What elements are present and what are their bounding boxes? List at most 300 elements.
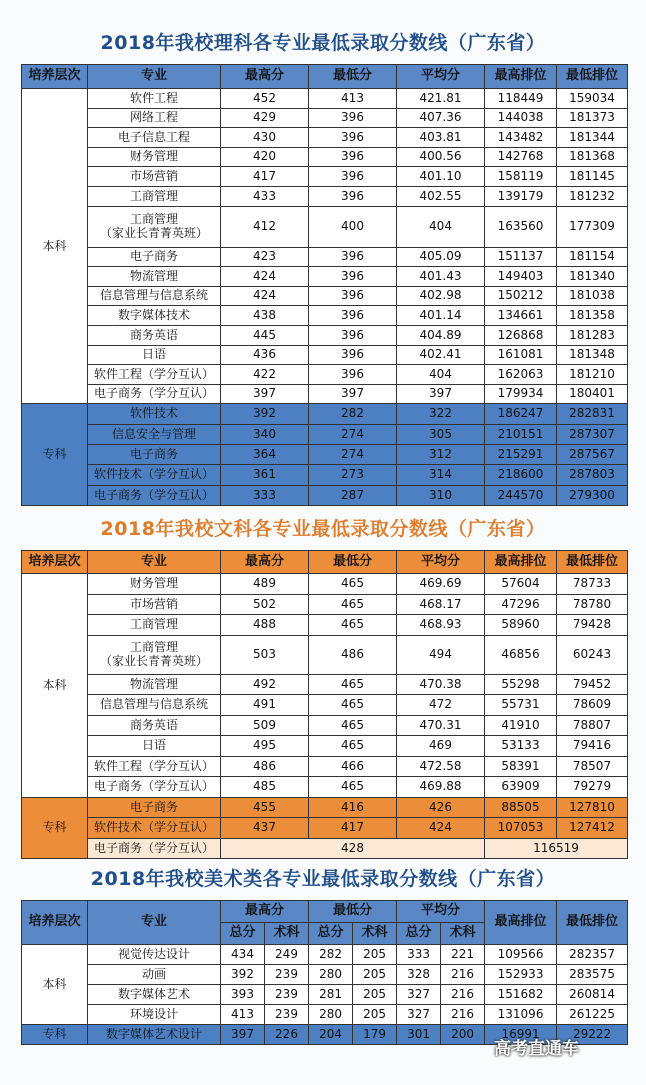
min-rank-cell: 181210 (557, 365, 628, 385)
major-cell: 工商管理 (88, 615, 221, 636)
subheader-skill: 术科 (441, 923, 485, 945)
major-cell: 数字媒体艺术设计 (88, 1025, 221, 1045)
subheader-total: 总分 (221, 923, 265, 945)
header-max-rank: 最高排位 (485, 65, 557, 89)
min-rank-cell: 282831 (557, 404, 628, 424)
max-score-cell: 364 (221, 444, 309, 464)
max-score-cell: 491 (221, 695, 309, 716)
min-score-cell: 396 (309, 247, 397, 267)
major-cell: 数字媒体艺术 (88, 985, 221, 1005)
header-min-rank: 最低排位 (557, 65, 628, 89)
min-rank-cell: 181368 (557, 147, 628, 167)
min-score-cell: 465 (309, 695, 397, 716)
avg-score-cell: 470.31 (397, 715, 485, 736)
header-min-score: 最低分 (309, 901, 397, 923)
science-score-table (21, 64, 628, 506)
table-row (22, 777, 628, 798)
header-level: 培养层次 (22, 65, 88, 89)
min-score-cell: 274 (309, 424, 397, 444)
max-rank-cell: 118449 (485, 89, 557, 109)
table-row (22, 485, 628, 505)
max-score-cell: 495 (221, 736, 309, 757)
major-cell: 软件技术（学分互认） (88, 818, 221, 839)
major-cell: 工商管理 (88, 186, 221, 206)
avg-score-cell: 472.58 (397, 756, 485, 777)
min-rank-cell: 79279 (557, 777, 628, 798)
major-cell: 日语 (88, 736, 221, 757)
avg-score-cell: 401.43 (397, 267, 485, 287)
major-cell: 电子商务（学分互认） (88, 838, 221, 859)
min-score-cell: 465 (309, 574, 397, 595)
max-score-cell: 503 (221, 635, 309, 674)
table-row (22, 1005, 628, 1025)
avg-score-cell: 312 (397, 444, 485, 464)
min-score-cell: 396 (309, 186, 397, 206)
max-rank-cell: 139179 (485, 186, 557, 206)
max-score-cell: 489 (221, 574, 309, 595)
arts-header-row (22, 551, 628, 574)
min-score-cell: 465 (309, 674, 397, 695)
max-score-cell: 423 (221, 247, 309, 267)
max-rank-cell: 152933 (485, 965, 557, 985)
avg-score-cell: 400.56 (397, 147, 485, 167)
min-rank-cell: 78780 (557, 594, 628, 615)
table-row (22, 186, 628, 206)
table-row (22, 108, 628, 128)
avg-score-cell: 472 (397, 695, 485, 716)
merged-rank-cell: 116519 (485, 838, 628, 859)
max-score-cell: 424 (221, 267, 309, 287)
level-cell: 本科 (22, 89, 88, 404)
header-level: 培养层次 (22, 901, 88, 945)
min-rank-cell: 78807 (557, 715, 628, 736)
header-avg-score: 平均分 (397, 901, 485, 923)
max-score-cell: 412 (221, 206, 309, 247)
table-row (22, 384, 628, 404)
major-cell: 数字媒体技术 (88, 306, 221, 326)
min-score-cell: 465 (309, 594, 397, 615)
max-score-cell: 361 (221, 465, 309, 485)
major-cell: 视觉传达设计 (88, 945, 221, 965)
max-score-cell: 424 (221, 286, 309, 306)
min-score-cell: 396 (309, 286, 397, 306)
max-score-cell: 502 (221, 594, 309, 615)
max-score-cell: 430 (221, 128, 309, 148)
major-cell: 电子商务 (88, 444, 221, 464)
max-score-cell: 420 (221, 147, 309, 167)
max-rank-cell: 186247 (485, 404, 557, 424)
major-cell: 财务管理 (88, 574, 221, 595)
max-rank-cell: 142768 (485, 147, 557, 167)
max-score-cell: 436 (221, 345, 309, 365)
avg-skill-cell: 221 (441, 945, 485, 965)
major-cell: 电子商务（学分互认） (88, 384, 221, 404)
subheader-skill: 术科 (353, 923, 397, 945)
min-skill-cell: 205 (353, 985, 397, 1005)
min-rank-cell: 79416 (557, 736, 628, 757)
subheader-total: 总分 (309, 923, 353, 945)
header-max-rank: 最高排位 (485, 551, 557, 574)
max-total-cell: 434 (221, 945, 265, 965)
avg-score-cell: 314 (397, 465, 485, 485)
table-row (22, 945, 628, 965)
major-cell: 财务管理 (88, 147, 221, 167)
max-score-cell: 422 (221, 365, 309, 385)
table-row (22, 594, 628, 615)
max-rank-cell: 47296 (485, 594, 557, 615)
max-score-cell: 509 (221, 715, 309, 736)
min-score-cell: 396 (309, 345, 397, 365)
major-cell: 电子信息工程 (88, 128, 221, 148)
avg-skill-cell: 200 (441, 1025, 485, 1045)
min-score-cell: 417 (309, 818, 397, 839)
avg-skill-cell: 216 (441, 1005, 485, 1025)
avg-score-cell: 404 (397, 206, 485, 247)
header-avg-score: 平均分 (397, 551, 485, 574)
max-rank-cell: 107053 (485, 818, 557, 839)
min-rank-cell: 79452 (557, 674, 628, 695)
major-cell: 工商管理 （家业长青菁英班） (88, 206, 221, 247)
max-score-cell: 333 (221, 485, 309, 505)
max-rank-cell: 58960 (485, 615, 557, 636)
min-rank-cell: 78609 (557, 695, 628, 716)
table-row (22, 965, 628, 985)
min-score-cell: 396 (309, 128, 397, 148)
table-row (22, 286, 628, 306)
max-rank-cell: 16991 (485, 1025, 557, 1045)
major-cell: 信息安全与管理 (88, 424, 221, 444)
max-rank-cell: 218600 (485, 465, 557, 485)
min-score-cell: 274 (309, 444, 397, 464)
max-skill-cell: 239 (265, 985, 309, 1005)
min-score-cell: 396 (309, 108, 397, 128)
min-total-cell: 280 (309, 965, 353, 985)
max-score-cell: 392 (221, 404, 309, 424)
max-score-cell: 340 (221, 424, 309, 444)
max-rank-cell: 163560 (485, 206, 557, 247)
table-row (22, 147, 628, 167)
avg-total-cell: 333 (397, 945, 441, 965)
min-rank-cell: 29222 (557, 1025, 628, 1045)
table-row (22, 404, 628, 424)
min-rank-cell: 181283 (557, 325, 628, 345)
major-cell: 软件工程（学分互认） (88, 365, 221, 385)
major-cell: 工商管理 （家业长青菁英班） (88, 635, 221, 674)
min-score-cell: 396 (309, 267, 397, 287)
major-cell: 信息管理与信息系统 (88, 286, 221, 306)
major-cell: 动画 (88, 965, 221, 985)
table-row (22, 465, 628, 485)
min-rank-cell: 78507 (557, 756, 628, 777)
major-cell: 电子商务（学分互认） (88, 777, 221, 798)
max-rank-cell: 41910 (485, 715, 557, 736)
min-rank-cell: 79428 (557, 615, 628, 636)
major-cell: 网络工程 (88, 108, 221, 128)
min-rank-cell: 180401 (557, 384, 628, 404)
max-rank-cell: 149403 (485, 267, 557, 287)
major-cell: 软件工程 (88, 89, 221, 109)
table-row (22, 674, 628, 695)
art-score-table (21, 900, 628, 1045)
table-row (22, 365, 628, 385)
major-cell: 市场营销 (88, 594, 221, 615)
min-rank-cell: 181358 (557, 306, 628, 326)
table-row (22, 715, 628, 736)
max-rank-cell: 46856 (485, 635, 557, 674)
watermark-logo-text: 高考直通车 (494, 1039, 579, 1059)
avg-score-cell: 494 (397, 635, 485, 674)
max-rank-cell: 151137 (485, 247, 557, 267)
max-score-cell: 397 (221, 384, 309, 404)
max-score-cell: 438 (221, 306, 309, 326)
min-score-cell: 397 (309, 384, 397, 404)
subheader-skill: 术科 (265, 923, 309, 945)
avg-score-cell: 469.69 (397, 574, 485, 595)
avg-total-cell: 327 (397, 985, 441, 1005)
min-score-cell: 396 (309, 365, 397, 385)
major-cell: 软件技术（学分互认） (88, 465, 221, 485)
table-row (22, 247, 628, 267)
max-rank-cell: 55298 (485, 674, 557, 695)
min-total-cell: 281 (309, 985, 353, 1005)
max-rank-cell: 131096 (485, 1005, 557, 1025)
min-rank-cell: 78733 (557, 574, 628, 595)
min-rank-cell: 181232 (557, 186, 628, 206)
max-rank-cell: 161081 (485, 345, 557, 365)
avg-score-cell: 402.55 (397, 186, 485, 206)
max-rank-cell: 210151 (485, 424, 557, 444)
min-rank-cell: 279300 (557, 485, 628, 505)
table-row (22, 756, 628, 777)
major-cell: 电子商务 (88, 797, 221, 818)
min-rank-cell: 283575 (557, 965, 628, 985)
min-rank-cell: 287307 (557, 424, 628, 444)
table-row (22, 615, 628, 636)
avg-score-cell: 397 (397, 384, 485, 404)
header-max-score: 最高分 (221, 901, 309, 923)
max-score-cell: 417 (221, 167, 309, 187)
avg-score-cell: 322 (397, 404, 485, 424)
table-row (22, 206, 628, 247)
max-score-cell: 488 (221, 615, 309, 636)
major-cell: 商务英语 (88, 715, 221, 736)
max-rank-cell: 150212 (485, 286, 557, 306)
avg-score-cell: 402.98 (397, 286, 485, 306)
header-min-score: 最低分 (309, 551, 397, 574)
header-avg-score: 平均分 (397, 65, 485, 89)
max-rank-cell: 134661 (485, 306, 557, 326)
avg-total-cell: 301 (397, 1025, 441, 1045)
science-header-row (22, 65, 628, 89)
max-total-cell: 397 (221, 1025, 265, 1045)
min-rank-cell: 181344 (557, 128, 628, 148)
max-rank-cell: 162063 (485, 365, 557, 385)
max-score-cell: 452 (221, 89, 309, 109)
min-rank-cell: 181154 (557, 247, 628, 267)
table-row (22, 424, 628, 444)
max-rank-cell: 151682 (485, 985, 557, 1005)
major-cell: 物流管理 (88, 267, 221, 287)
avg-score-cell: 404 (397, 365, 485, 385)
table-row (22, 797, 628, 818)
max-total-cell: 413 (221, 1005, 265, 1025)
table-row (22, 695, 628, 716)
max-score-cell: 492 (221, 674, 309, 695)
level-cell: 本科 (22, 945, 88, 1025)
table-row (22, 128, 628, 148)
max-total-cell: 393 (221, 985, 265, 1005)
max-score-cell: 455 (221, 797, 309, 818)
min-rank-cell: 181340 (557, 267, 628, 287)
max-skill-cell: 249 (265, 945, 309, 965)
art-table-title: 2018年我校美术类各专业最低录取分数线（广东省） (90, 868, 556, 890)
min-rank-cell: 261225 (557, 1005, 628, 1025)
avg-score-cell: 424 (397, 818, 485, 839)
table-row (22, 736, 628, 757)
avg-score-cell: 403.81 (397, 128, 485, 148)
min-rank-cell: 181348 (557, 345, 628, 365)
avg-total-cell: 327 (397, 1005, 441, 1025)
min-skill-cell: 205 (353, 945, 397, 965)
level-cell: 专科 (22, 404, 88, 505)
level-cell: 专科 (22, 797, 88, 859)
max-rank-cell: 158119 (485, 167, 557, 187)
avg-score-cell: 402.41 (397, 345, 485, 365)
min-score-cell: 396 (309, 325, 397, 345)
max-rank-cell: 63909 (485, 777, 557, 798)
table-row (22, 985, 628, 1005)
min-score-cell: 400 (309, 206, 397, 247)
min-skill-cell: 205 (353, 1005, 397, 1025)
min-rank-cell: 181373 (557, 108, 628, 128)
max-rank-cell: 58391 (485, 756, 557, 777)
major-cell: 电子商务 (88, 247, 221, 267)
header-min-rank: 最低排位 (557, 551, 628, 574)
avg-score-cell: 468.93 (397, 615, 485, 636)
avg-score-cell: 470.38 (397, 674, 485, 695)
arts-score-table (21, 550, 628, 859)
min-score-cell: 282 (309, 404, 397, 424)
header-major: 专业 (88, 65, 221, 89)
max-rank-cell: 244570 (485, 485, 557, 505)
min-score-cell: 465 (309, 615, 397, 636)
science-table-title: 2018年我校理科各专业最低录取分数线（广东省） (100, 32, 546, 54)
major-cell: 市场营销 (88, 167, 221, 187)
min-rank-cell: 159034 (557, 89, 628, 109)
table-row (22, 444, 628, 464)
subheader-total: 总分 (397, 923, 441, 945)
min-rank-cell: 181038 (557, 286, 628, 306)
min-score-cell: 465 (309, 777, 397, 798)
avg-score-cell: 310 (397, 485, 485, 505)
avg-skill-cell: 216 (441, 965, 485, 985)
major-cell: 商务英语 (88, 325, 221, 345)
max-score-cell: 429 (221, 108, 309, 128)
max-rank-cell: 109566 (485, 945, 557, 965)
avg-score-cell: 426 (397, 797, 485, 818)
max-rank-cell: 126868 (485, 325, 557, 345)
table-row (22, 306, 628, 326)
avg-total-cell: 328 (397, 965, 441, 985)
min-score-cell: 273 (309, 465, 397, 485)
min-score-cell: 396 (309, 147, 397, 167)
header-min-rank: 最低排位 (557, 901, 628, 945)
min-total-cell: 280 (309, 1005, 353, 1025)
table-row (22, 345, 628, 365)
avg-score-cell: 401.14 (397, 306, 485, 326)
avg-score-cell: 421.81 (397, 89, 485, 109)
max-total-cell: 392 (221, 965, 265, 985)
max-rank-cell: 57604 (485, 574, 557, 595)
min-skill-cell: 205 (353, 965, 397, 985)
table-row (22, 325, 628, 345)
min-rank-cell: 282357 (557, 945, 628, 965)
max-rank-cell: 179934 (485, 384, 557, 404)
min-rank-cell: 60243 (557, 635, 628, 674)
avg-score-cell: 469 (397, 736, 485, 757)
header-max-score: 最高分 (221, 551, 309, 574)
header-level: 培养层次 (22, 551, 88, 574)
table-row (22, 838, 628, 859)
major-cell: 信息管理与信息系统 (88, 695, 221, 716)
table-row (22, 635, 628, 674)
max-score-cell: 433 (221, 186, 309, 206)
min-score-cell: 465 (309, 715, 397, 736)
table-row (22, 267, 628, 287)
max-skill-cell: 239 (265, 1005, 309, 1025)
avg-score-cell: 468.17 (397, 594, 485, 615)
avg-score-cell: 469.88 (397, 777, 485, 798)
table-row (22, 89, 628, 109)
min-score-cell: 486 (309, 635, 397, 674)
min-rank-cell: 287803 (557, 465, 628, 485)
min-rank-cell: 127810 (557, 797, 628, 818)
level-cell: 专科 (22, 1025, 88, 1045)
major-cell: 物流管理 (88, 674, 221, 695)
merged-score-cell: 428 (221, 838, 485, 859)
max-score-cell: 445 (221, 325, 309, 345)
min-skill-cell: 179 (353, 1025, 397, 1045)
header-max-score: 最高分 (221, 65, 309, 89)
major-cell: 软件工程（学分互认） (88, 756, 221, 777)
table-row (22, 167, 628, 187)
avg-score-cell: 404.89 (397, 325, 485, 345)
max-rank-cell: 215291 (485, 444, 557, 464)
major-cell: 软件技术 (88, 404, 221, 424)
min-rank-cell: 260814 (557, 985, 628, 1005)
min-score-cell: 287 (309, 485, 397, 505)
max-rank-cell: 144038 (485, 108, 557, 128)
header-max-rank: 最高排位 (485, 901, 557, 945)
major-cell: 日语 (88, 345, 221, 365)
table-row (22, 574, 628, 595)
min-score-cell: 465 (309, 736, 397, 757)
header-major: 专业 (88, 901, 221, 945)
avg-score-cell: 305 (397, 424, 485, 444)
min-total-cell: 204 (309, 1025, 353, 1045)
art-header-row (22, 901, 628, 923)
min-rank-cell: 127412 (557, 818, 628, 839)
max-rank-cell: 53133 (485, 736, 557, 757)
avg-score-cell: 407.36 (397, 108, 485, 128)
max-rank-cell: 55731 (485, 695, 557, 716)
max-skill-cell: 226 (265, 1025, 309, 1045)
max-rank-cell: 88505 (485, 797, 557, 818)
min-rank-cell: 181145 (557, 167, 628, 187)
level-cell: 本科 (22, 574, 88, 798)
min-score-cell: 396 (309, 167, 397, 187)
max-rank-cell: 143482 (485, 128, 557, 148)
